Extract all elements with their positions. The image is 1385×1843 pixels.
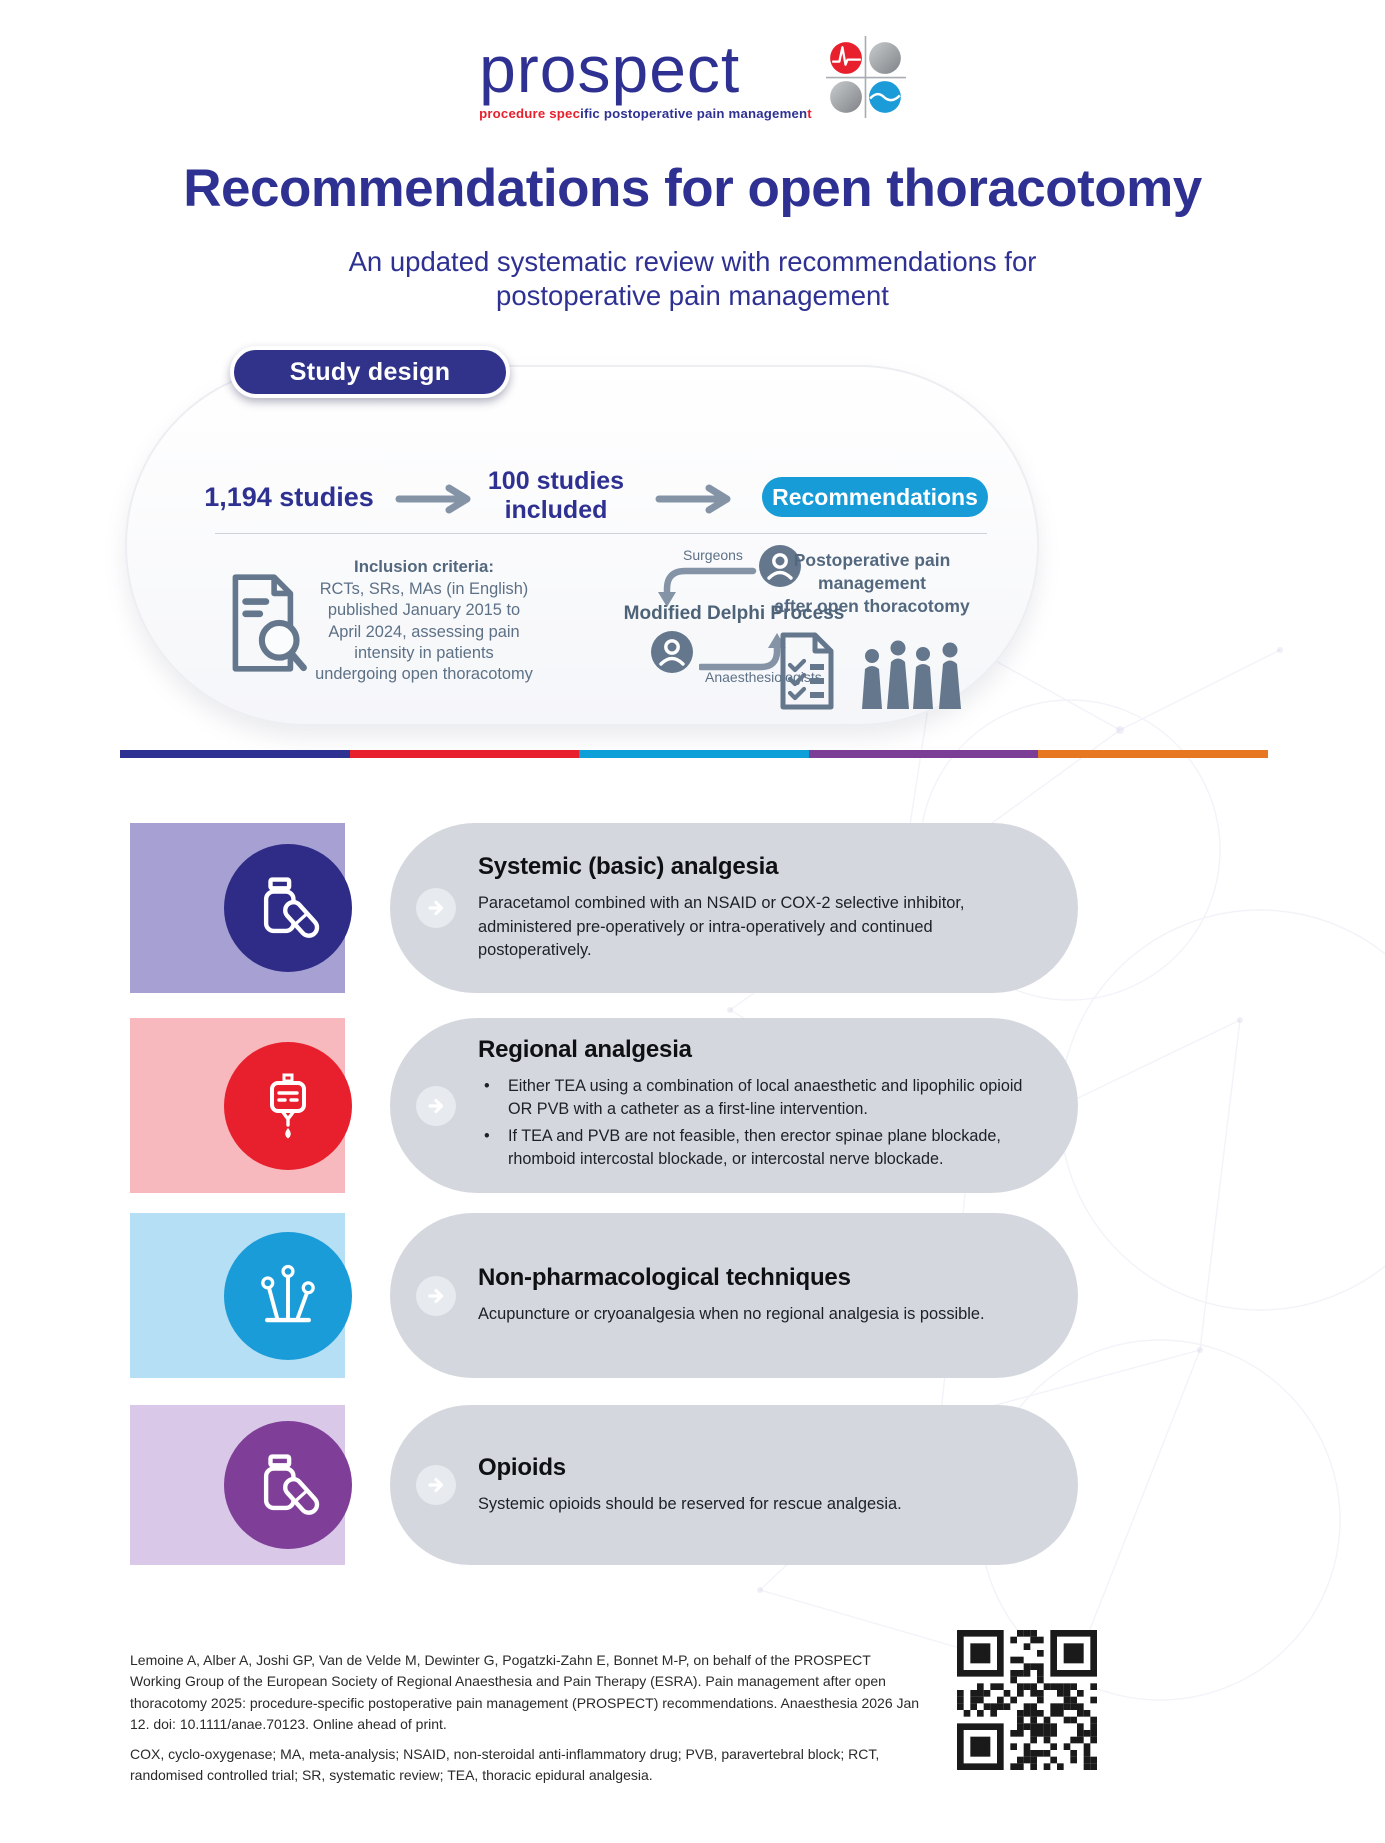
- iv-drip-icon: [254, 1072, 322, 1140]
- person-icon: [651, 631, 693, 673]
- bullet-item: • If TEA and PVB are not feasible, then erector spinae plane blockade, rhomboid intercostal blockade, or intercostal nerve blockade.: [478, 1125, 1048, 1171]
- icon-circle: [224, 1042, 352, 1170]
- arrow-right-icon: [416, 1276, 456, 1316]
- divider-segment: [350, 750, 580, 758]
- people-group-icon: [857, 639, 967, 711]
- color-divider-bar: [120, 750, 1268, 758]
- icon-circle: [224, 844, 352, 972]
- study-design-panel: [125, 357, 1039, 726]
- study-design-badge: Study design: [230, 346, 510, 398]
- card-panel: [390, 823, 1078, 993]
- divider-segment: [120, 750, 350, 758]
- card-title: Opioids: [478, 1453, 566, 1481]
- surgeons-label: Surgeons: [683, 547, 743, 563]
- outcome: [749, 549, 995, 711]
- card-body: Paracetamol combined with an NSAID or COX-2 selective inhibitor, administered pre-operatively or intra-operatively and continued postoperatively.: [478, 893, 965, 960]
- divider-segment: [809, 750, 1039, 758]
- card-panel: [390, 1405, 1078, 1565]
- acupuncture-icon: [253, 1261, 323, 1331]
- card-title: Non-pharmacological techniques: [478, 1264, 851, 1292]
- studies-count: 1,194 studies: [204, 482, 374, 512]
- separator-line: [215, 533, 987, 534]
- icon-circle: [224, 1421, 352, 1549]
- recommendations-pill: Recommendations: [762, 477, 988, 517]
- delphi-title: Modified Delphi Process: [623, 603, 845, 624]
- card-body: Systemic opioids should be reserved for rescue analgesia.: [478, 1494, 902, 1513]
- card-bullets: [478, 1075, 1048, 1171]
- card-non-pharmacological: [130, 1213, 1278, 1378]
- inclusion-heading: Inclusion criteria:: [354, 557, 494, 576]
- card-systemic-analgesia: [130, 823, 1278, 993]
- card-panel: [390, 1213, 1078, 1378]
- outcome-line2: after open thoracotomy: [774, 595, 970, 616]
- arrow-right-icon: [416, 888, 456, 928]
- outcome-line1: Postoperative pain management: [793, 550, 951, 593]
- inclusion-body: RCTs, SRs, MAs (in English) published January 2015 to April 2024, assessing pain intensity in patients undergoing open thoracotomy: [315, 580, 533, 684]
- prospect-logo: [0, 32, 1385, 121]
- page-subtitle: An updated systematic review with recommendations for postoperative pain management: [348, 246, 1037, 312]
- arrow-right-icon: [416, 1465, 456, 1505]
- citation-text: Lemoine A, Alber A, Joshi GP, Van de Velde M, Dewinter G, Pogatzki-Zahn E, Bonnet M-P, on behalf of the PROSPECT Working Group of the European Society of Regional Anaesthesia and Pain Therapy (ESRA). Pain management after open thoracotomy 2025: procedure-specific postoperative pain management (PROSPECT) recommendations. Anaesthesia 2026 Jan 12. doi: 10.1111/anae.70123. Online ahead of print.: [130, 1652, 920, 1732]
- card-opioids: [130, 1405, 1278, 1565]
- card-title: Regional analgesia: [478, 1036, 692, 1063]
- card-body: Acupuncture or cryoanalgesia when no regional analgesia is possible.: [478, 1305, 985, 1324]
- logo-tagline: procedure specific postoperative pain management: [479, 106, 812, 121]
- card-regional-analgesia: [130, 1018, 1278, 1193]
- card-title: Systemic (basic) analgesia: [478, 852, 779, 880]
- document-search-icon: [225, 569, 311, 679]
- medication-icon: [253, 1450, 323, 1520]
- logo-wordmark: prospect: [479, 32, 741, 106]
- right-arrow-icon: [395, 484, 475, 514]
- medication-icon: [253, 873, 323, 943]
- qr-code: [957, 1630, 1097, 1770]
- divider-segment: [1038, 750, 1268, 758]
- checklist-icon: [777, 631, 837, 711]
- bullet-item: • Either TEA using a combination of local anaesthetic and lipophilic opioid OR PVB with a catheter as a first-line intervention.: [478, 1075, 1048, 1121]
- prospect-logo-mark-icon: [826, 36, 906, 118]
- page-title: Recommendations for open thoracotomy: [183, 159, 1202, 218]
- card-panel: [390, 1018, 1078, 1193]
- abbreviations-text: COX, cyclo-oxygenase; MA, meta-analysis; NSAID, non-steroidal anti-inflammatory drug; PVB, paravertebral block; RCT, randomised controlled trial; SR, systematic review; TEA, thoracic epidural analgesia.: [130, 1746, 880, 1784]
- studies-included: 100 studies included: [487, 467, 625, 524]
- arrow-right-icon: [416, 1086, 456, 1126]
- right-arrow-icon: [655, 484, 735, 514]
- divider-segment: [579, 750, 809, 758]
- anaesthesiologists-label: Anaesthesiologists: [705, 669, 822, 685]
- icon-circle: [224, 1232, 352, 1360]
